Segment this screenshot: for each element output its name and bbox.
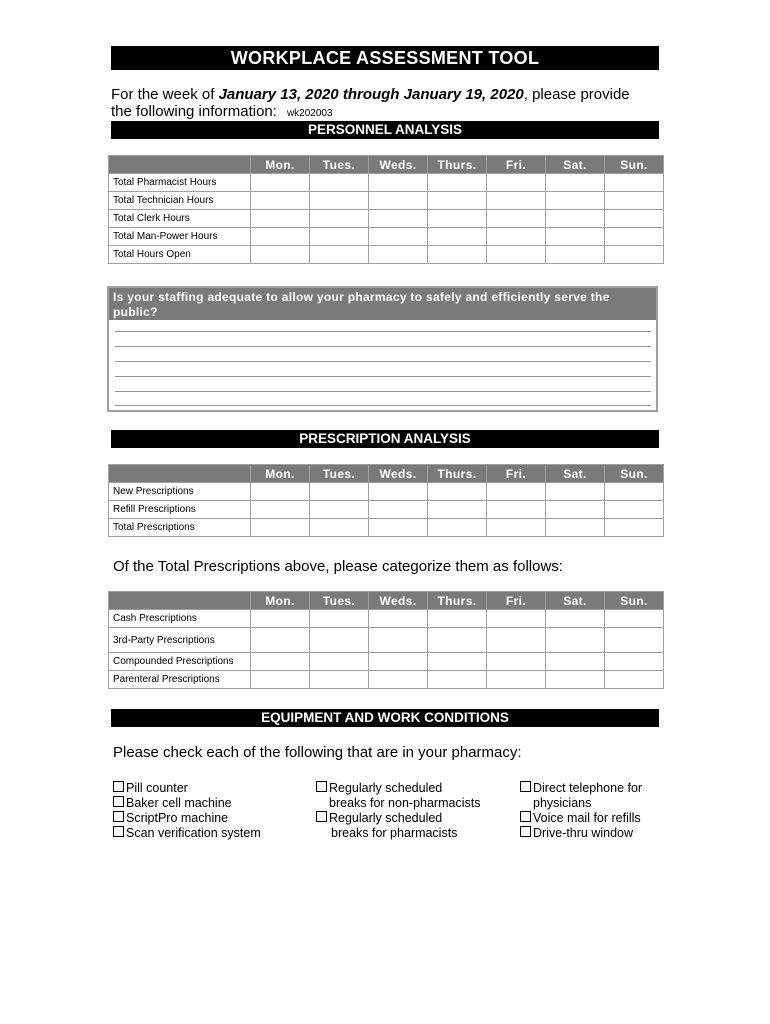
input-cell[interactable] xyxy=(251,246,310,264)
input-cell[interactable] xyxy=(487,610,546,628)
input-cell[interactable] xyxy=(546,210,605,228)
header-blank xyxy=(109,592,251,610)
checkbox[interactable] xyxy=(316,781,327,792)
input-cell[interactable] xyxy=(546,519,605,537)
categorize-instruction: Of the Total Prescriptions above, please categorize them as follows: xyxy=(113,558,563,575)
prescription-heading: PRESCRIPTION ANALYSIS xyxy=(111,430,659,448)
checklist-column-2 xyxy=(316,781,480,841)
input-cell[interactable] xyxy=(428,246,487,264)
input-cell[interactable] xyxy=(487,228,546,246)
row-label: Total Clerk Hours xyxy=(109,210,251,228)
input-cell[interactable] xyxy=(369,246,428,264)
input-cell[interactable] xyxy=(605,174,664,192)
input-cell[interactable] xyxy=(310,610,369,628)
input-cell[interactable] xyxy=(487,628,546,653)
input-cell[interactable] xyxy=(369,174,428,192)
checkbox[interactable] xyxy=(113,781,124,792)
input-cell[interactable] xyxy=(487,246,546,264)
intro-through: through xyxy=(338,86,404,103)
input-cell[interactable] xyxy=(369,483,428,501)
categorize-header-row xyxy=(109,592,664,610)
checkbox[interactable] xyxy=(113,796,124,807)
checkbox-label: Drive-thru window xyxy=(533,826,634,840)
staffing-question-line1: Is your staffing adequate to allow your pharmacy to safely and efficiently serve the public? xyxy=(113,290,610,319)
header-day: Mon. xyxy=(251,465,310,483)
input-cell[interactable] xyxy=(487,192,546,210)
checklist-item[interactable] xyxy=(520,811,642,826)
table-row xyxy=(109,192,664,210)
table-row xyxy=(109,519,664,537)
checklist-item[interactable] xyxy=(520,826,642,841)
input-cell[interactable] xyxy=(310,192,369,210)
input-cell[interactable] xyxy=(369,653,428,671)
input-cell[interactable] xyxy=(428,210,487,228)
table-row xyxy=(109,246,664,264)
input-cell[interactable] xyxy=(369,210,428,228)
row-label: Total Technician Hours xyxy=(109,192,251,210)
input-cell[interactable] xyxy=(487,501,546,519)
input-cell[interactable] xyxy=(310,628,369,653)
checklist-item[interactable] xyxy=(316,811,480,826)
answer-line[interactable] xyxy=(115,346,651,347)
input-cell[interactable] xyxy=(605,228,664,246)
checkbox-label: Regularly scheduled xyxy=(329,781,443,795)
input-cell[interactable] xyxy=(310,210,369,228)
input-cell[interactable] xyxy=(251,519,310,537)
input-cell[interactable] xyxy=(251,610,310,628)
input-cell[interactable] xyxy=(369,610,428,628)
input-cell[interactable] xyxy=(487,210,546,228)
header-day: Weds. xyxy=(369,465,428,483)
input-cell[interactable] xyxy=(487,174,546,192)
answer-line[interactable] xyxy=(115,361,651,362)
form-title: WORKPLACE ASSESSMENT TOOL xyxy=(111,46,659,70)
input-cell[interactable] xyxy=(487,483,546,501)
row-label: Cash Prescriptions xyxy=(109,610,251,628)
input-cell[interactable] xyxy=(546,483,605,501)
input-cell[interactable] xyxy=(546,628,605,653)
table-row xyxy=(109,501,664,519)
header-day: Sun. xyxy=(605,592,664,610)
table-row xyxy=(109,483,664,501)
row-label: 3rd-Party Prescriptions xyxy=(109,628,251,653)
input-cell[interactable] xyxy=(310,483,369,501)
input-cell[interactable] xyxy=(546,653,605,671)
input-cell[interactable] xyxy=(369,192,428,210)
checklist-item[interactable] xyxy=(113,826,261,841)
input-cell[interactable] xyxy=(605,483,664,501)
checkbox-label: Direct telephone for xyxy=(533,781,643,795)
checkbox-label: Voice mail for refills xyxy=(533,811,641,825)
checklist-column-1 xyxy=(113,781,261,841)
header-blank xyxy=(109,465,251,483)
input-cell[interactable] xyxy=(310,246,369,264)
header-day: Sat. xyxy=(546,156,605,174)
table-row xyxy=(109,628,664,653)
answer-line[interactable] xyxy=(115,391,651,392)
input-cell[interactable] xyxy=(428,671,487,689)
input-cell[interactable] xyxy=(428,192,487,210)
input-cell[interactable] xyxy=(369,501,428,519)
table-row xyxy=(109,174,664,192)
table-row xyxy=(109,671,664,689)
header-day: Thurs. xyxy=(428,592,487,610)
answer-line[interactable] xyxy=(115,331,651,332)
input-cell[interactable] xyxy=(428,519,487,537)
categorize-table xyxy=(108,591,664,689)
input-cell[interactable] xyxy=(251,501,310,519)
checkbox-label-continued: breaks for pharmacists xyxy=(331,826,458,840)
input-cell[interactable] xyxy=(310,174,369,192)
input-cell[interactable] xyxy=(428,653,487,671)
table-row xyxy=(109,210,664,228)
checkbox[interactable] xyxy=(316,811,327,822)
personnel-header-row xyxy=(109,156,664,174)
checkbox[interactable] xyxy=(520,781,531,792)
input-cell[interactable] xyxy=(546,228,605,246)
input-cell[interactable] xyxy=(546,174,605,192)
intro-text xyxy=(111,86,659,122)
header-day: Fri. xyxy=(487,592,546,610)
intro-prefix: For the week of xyxy=(111,86,219,103)
input-cell[interactable] xyxy=(251,174,310,192)
checklist-item[interactable] xyxy=(113,781,261,796)
intro-suffix: , please provide xyxy=(523,86,630,103)
input-cell[interactable] xyxy=(310,519,369,537)
table-row xyxy=(109,653,664,671)
row-label: Parenteral Prescriptions xyxy=(109,671,251,689)
header-day: Fri. xyxy=(487,465,546,483)
input-cell[interactable] xyxy=(487,671,546,689)
header-day: Fri. xyxy=(487,156,546,174)
equipment-instruction: Please check each of the following that are in your pharmacy: xyxy=(113,744,522,761)
input-cell[interactable] xyxy=(251,653,310,671)
answer-line[interactable] xyxy=(115,405,651,406)
header-day: Tues. xyxy=(310,465,369,483)
row-label: New Prescriptions xyxy=(109,483,251,501)
header-day: Sat. xyxy=(546,592,605,610)
date-start: January 13, 2020 xyxy=(218,86,339,103)
row-label: Total Hours Open xyxy=(109,246,251,264)
input-cell[interactable] xyxy=(369,228,428,246)
header-day: Thurs. xyxy=(428,156,487,174)
input-cell[interactable] xyxy=(546,610,605,628)
checklist-item[interactable] xyxy=(113,811,261,826)
checkbox-label-continued: physicians xyxy=(533,796,592,810)
header-day: Sat. xyxy=(546,465,605,483)
input-cell[interactable] xyxy=(369,519,428,537)
week-code: wk202003 xyxy=(286,108,333,119)
checkbox-label: ScriptPro machine xyxy=(126,811,229,825)
input-cell[interactable] xyxy=(605,653,664,671)
input-cell[interactable] xyxy=(310,228,369,246)
input-cell[interactable] xyxy=(428,628,487,653)
input-cell[interactable] xyxy=(428,483,487,501)
header-day: Weds. xyxy=(369,592,428,610)
input-cell[interactable] xyxy=(605,519,664,537)
input-cell[interactable] xyxy=(310,653,369,671)
input-cell[interactable] xyxy=(428,501,487,519)
prescription-header-row xyxy=(109,465,664,483)
header-day: Thurs. xyxy=(428,465,487,483)
input-cell[interactable] xyxy=(428,610,487,628)
input-cell[interactable] xyxy=(251,228,310,246)
input-cell[interactable] xyxy=(605,501,664,519)
input-cell[interactable] xyxy=(428,174,487,192)
header-day: Mon. xyxy=(251,156,310,174)
staffing-question-line2: If not, what suggestions regarding the staffing of your pharmacy would you make? xyxy=(113,320,610,334)
checkbox[interactable] xyxy=(520,826,531,837)
checkbox[interactable] xyxy=(113,826,124,837)
row-label: Total Man-Power Hours xyxy=(109,228,251,246)
personnel-heading: PERSONNEL ANALYSIS xyxy=(111,121,659,139)
input-cell[interactable] xyxy=(546,671,605,689)
input-cell[interactable] xyxy=(369,671,428,689)
input-cell[interactable] xyxy=(369,628,428,653)
row-label: Refill Prescriptions xyxy=(109,501,251,519)
checklist-item[interactable] xyxy=(316,781,480,796)
staffing-question xyxy=(109,288,656,334)
checkbox-label: Regularly scheduled xyxy=(329,811,443,825)
checkbox-label-continued: breaks for non-pharmacists xyxy=(329,796,481,810)
answer-line[interactable] xyxy=(115,376,651,377)
input-cell[interactable] xyxy=(605,246,664,264)
table-row xyxy=(109,228,664,246)
input-cell[interactable] xyxy=(487,519,546,537)
checkbox-label: Pill counter xyxy=(126,781,188,795)
input-cell[interactable] xyxy=(605,210,664,228)
prescription-table xyxy=(108,464,664,537)
input-cell[interactable] xyxy=(605,192,664,210)
input-cell[interactable] xyxy=(546,501,605,519)
checkbox[interactable] xyxy=(113,811,124,822)
input-cell[interactable] xyxy=(605,671,664,689)
checklist-column-3 xyxy=(520,781,642,841)
date-end: January 19, 2020 xyxy=(403,86,524,103)
input-cell[interactable] xyxy=(487,653,546,671)
row-label: Compounded Prescriptions xyxy=(109,653,251,671)
input-cell[interactable] xyxy=(546,246,605,264)
input-cell[interactable] xyxy=(251,671,310,689)
header-day: Mon. xyxy=(251,592,310,610)
personnel-table xyxy=(108,155,664,264)
intro-line2: the following information: xyxy=(111,103,277,120)
checkbox[interactable] xyxy=(520,811,531,822)
checkbox-label: Baker cell machine xyxy=(126,796,232,810)
input-cell[interactable] xyxy=(605,628,664,653)
header-day: Sun. xyxy=(605,156,664,174)
input-cell[interactable] xyxy=(310,501,369,519)
input-cell[interactable] xyxy=(605,610,664,628)
input-cell[interactable] xyxy=(310,671,369,689)
input-cell[interactable] xyxy=(251,628,310,653)
input-cell[interactable] xyxy=(546,192,605,210)
header-day: Tues. xyxy=(310,156,369,174)
row-label: Total Pharmacist Hours xyxy=(109,174,251,192)
table-row xyxy=(109,610,664,628)
header-day: Sun. xyxy=(605,465,664,483)
input-cell[interactable] xyxy=(251,192,310,210)
row-label: Total Prescriptions xyxy=(109,519,251,537)
header-day: Tues. xyxy=(310,592,369,610)
checklist-item[interactable] xyxy=(113,796,261,811)
header-day: Weds. xyxy=(369,156,428,174)
input-cell[interactable] xyxy=(251,210,310,228)
header-blank xyxy=(109,156,251,174)
input-cell[interactable] xyxy=(251,483,310,501)
equipment-heading: EQUIPMENT AND WORK CONDITIONS xyxy=(111,709,659,727)
checkbox-label: Scan verification system xyxy=(126,826,261,840)
input-cell[interactable] xyxy=(428,228,487,246)
checklist-item[interactable] xyxy=(520,781,642,796)
